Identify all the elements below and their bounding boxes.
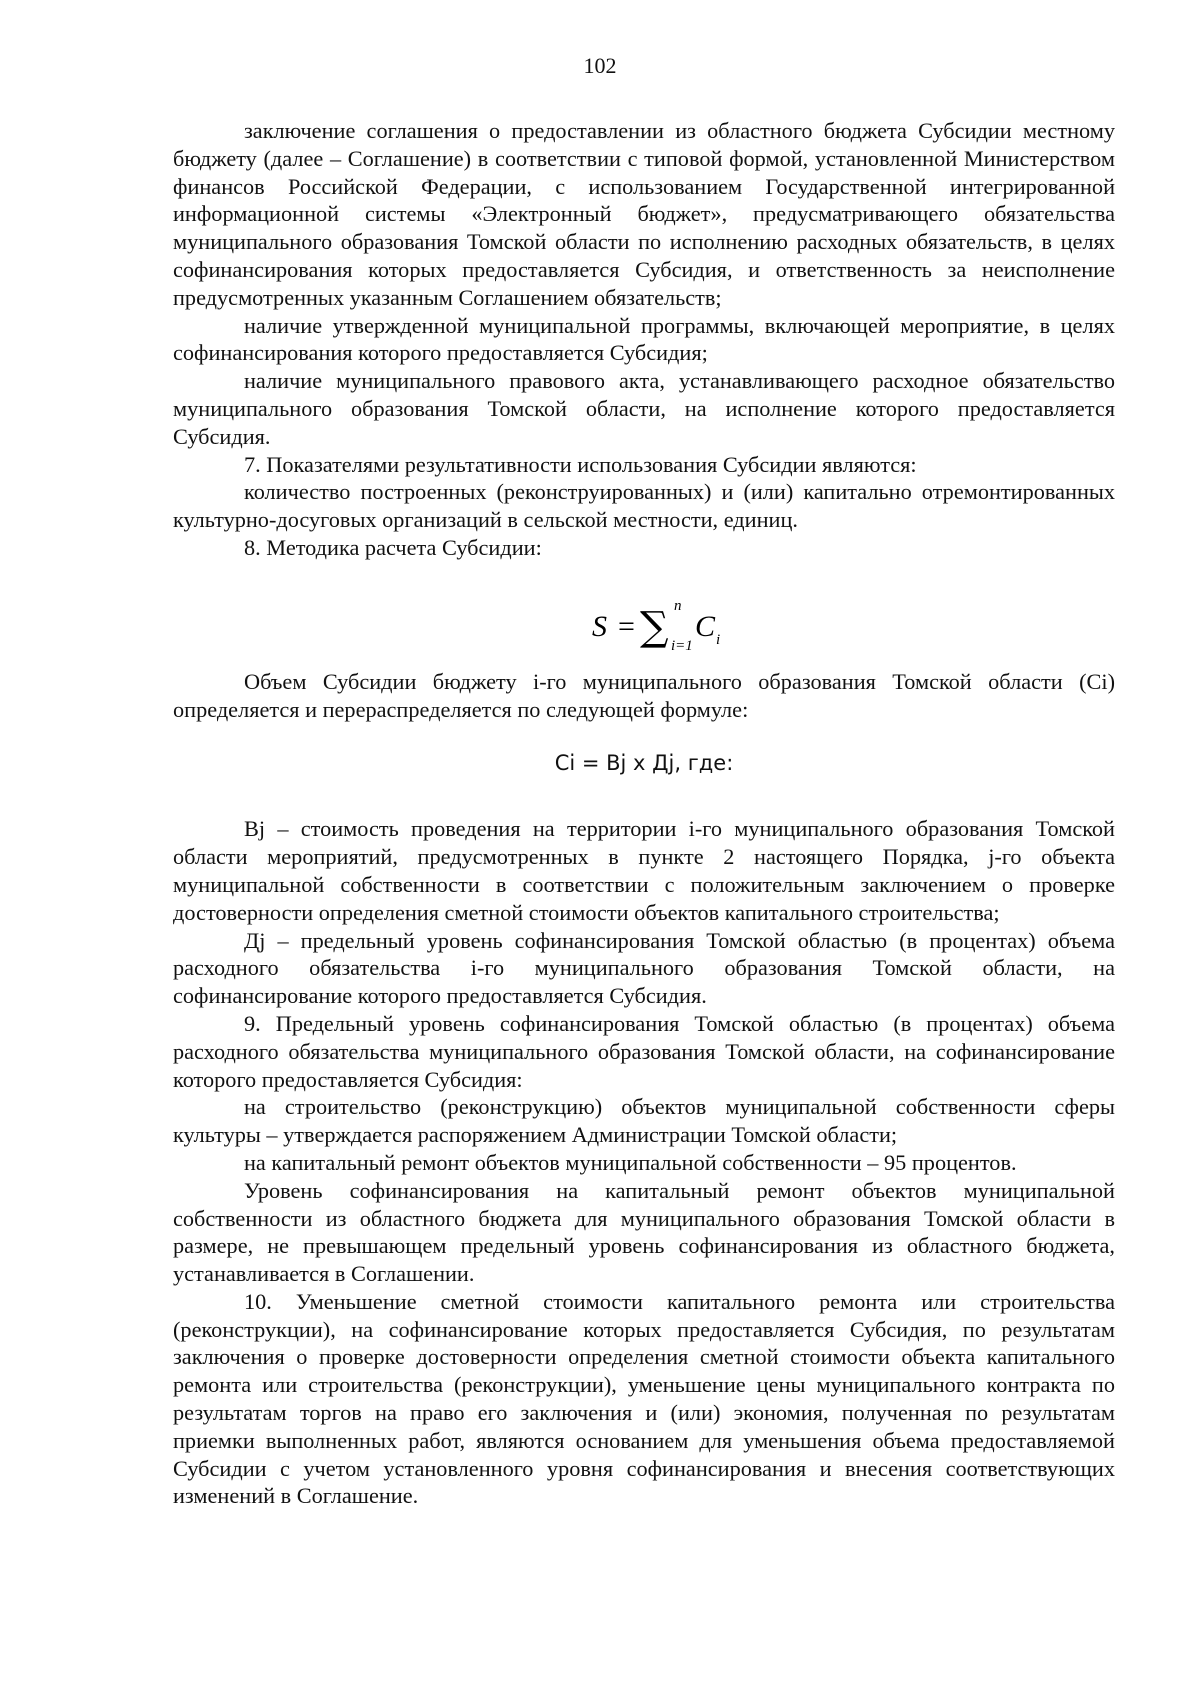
paragraph-capital-repair: на капитальный ремонт объектов муниципальной собственности – 95 процентов. [244,1149,1017,1175]
paragraph-item-9: 9. Предельный уровень софинансирования Томской областью (в процентах) объема расходного обязательства муниципального образования Томской области, на софинансирование которого предоставляется Субсидия: [173,1010,1115,1092]
paragraph-construction: на строительство (реконструкцию) объектов муниципальной собственности сферы культуры – утверждается распоряжением Администрации Томской области; [173,1094,1115,1148]
document-body [173,117,1115,1510]
paragraph-cofinancing-level: Уровень софинансирования на капитальный ремонт объектов муниципальной собственности из областного бюджета для муниципального образования Томской области в размере, не превышающем предельный уровень софинансирования из областного бюджета, устанавливается в Соглашении. [173,1177,1115,1287]
formula-term-subscript: i [716,631,721,648]
formula-term: C [695,609,716,643]
paragraph-item-10: 10. Уменьшение сметной стоимости капитального ремонта или строительства (реконструкции), на софинансирование которых предоставляется Субсидия, по результатам заключения о проверке достоверности определения сметной стоимости объекта капитального ремонта или строительства (реконструкции), уменьшение цены муниципального контракта по результатам торгов на право его заключения и (или) экономия, полученная по результатам приемки выполненных работ, являются основанием для уменьшения объема предоставляемой Субсидии с учетом установленного уровня софинансирования и внесения соответствующих изменений в Соглашение. [173,1288,1115,1509]
formula-upper-limit: n [674,597,682,614]
paragraph-bj-definition: Bj – стоимость проведения на территории i-го муниципального образования Томской области мероприятий, предусмотренных в пункте 2 настоящего Порядка, j-го объекта муниципальной собственности в соответствии с положительным заключением о проверке достоверности определения сметной стоимости объектов капитального строительства; [173,816,1115,925]
formula-equals: = [618,609,635,643]
formula-ci: Ci = Bj x Дj, где: [554,751,734,776]
paragraph-agreement-conclusion: заключение соглашения о предоставлении из областного бюджета Субсидии местному бюджету (далее – Соглашение) в соответствии с типовой формой, установленной Министерством финансов Российской Федерации, с использованием Государственной интегрированной информационной системы «Электронный бюджет», предусматривающего обязательства муниципального образования Томской области по исполнению расходных обязательств, в целях софинансирования которых предоставляется Субсидия, и ответственность за неисполнение предусмотренных указанным Соглашением обязательств; [173,118,1115,310]
paragraph-item-7: 7. Показателями результативности использования Субсидии являются: [244,451,917,477]
page-number: 102 [583,53,617,78]
formula-sum-graphic [544,580,744,662]
paragraph-item-8: 8. Методика расчета Субсидии: [244,534,542,560]
formula-lower-limit: i=1 [671,637,693,654]
formula-lhs: S [592,609,607,643]
paragraph-indicator: количество построенных (реконструированных) и (или) капитально отремонтированных культурно-досуговых организаций в сельской местности, единиц. [173,479,1115,533]
formula-sum [173,580,1115,662]
paragraph-ci-intro: Объем Субсидии бюджету i-го муниципального образования Томской области (Ci) определяется и перераспределяется по следующей формуле: [173,668,1115,722]
formula-sigma: ∑ [640,603,669,650]
paragraph-legal-act: наличие муниципального правового акта, устанавливающего расходное обязательство муниципального образования Томской области, на исполнение которого предоставляется Субсидия. [173,368,1115,449]
paragraph-municipal-program: наличие утвержденной муниципальной программы, включающей мероприятие, в целях софинансирования которого предоставляется Субсидия; [173,312,1115,366]
paragraph-dj-definition: Дj – предельный уровень софинансирования Томской областью (в процентах) объема расходного обязательства i-го муниципального образования Томской области, на софинансирование которого предоставляется Субсидия. [173,927,1115,1009]
